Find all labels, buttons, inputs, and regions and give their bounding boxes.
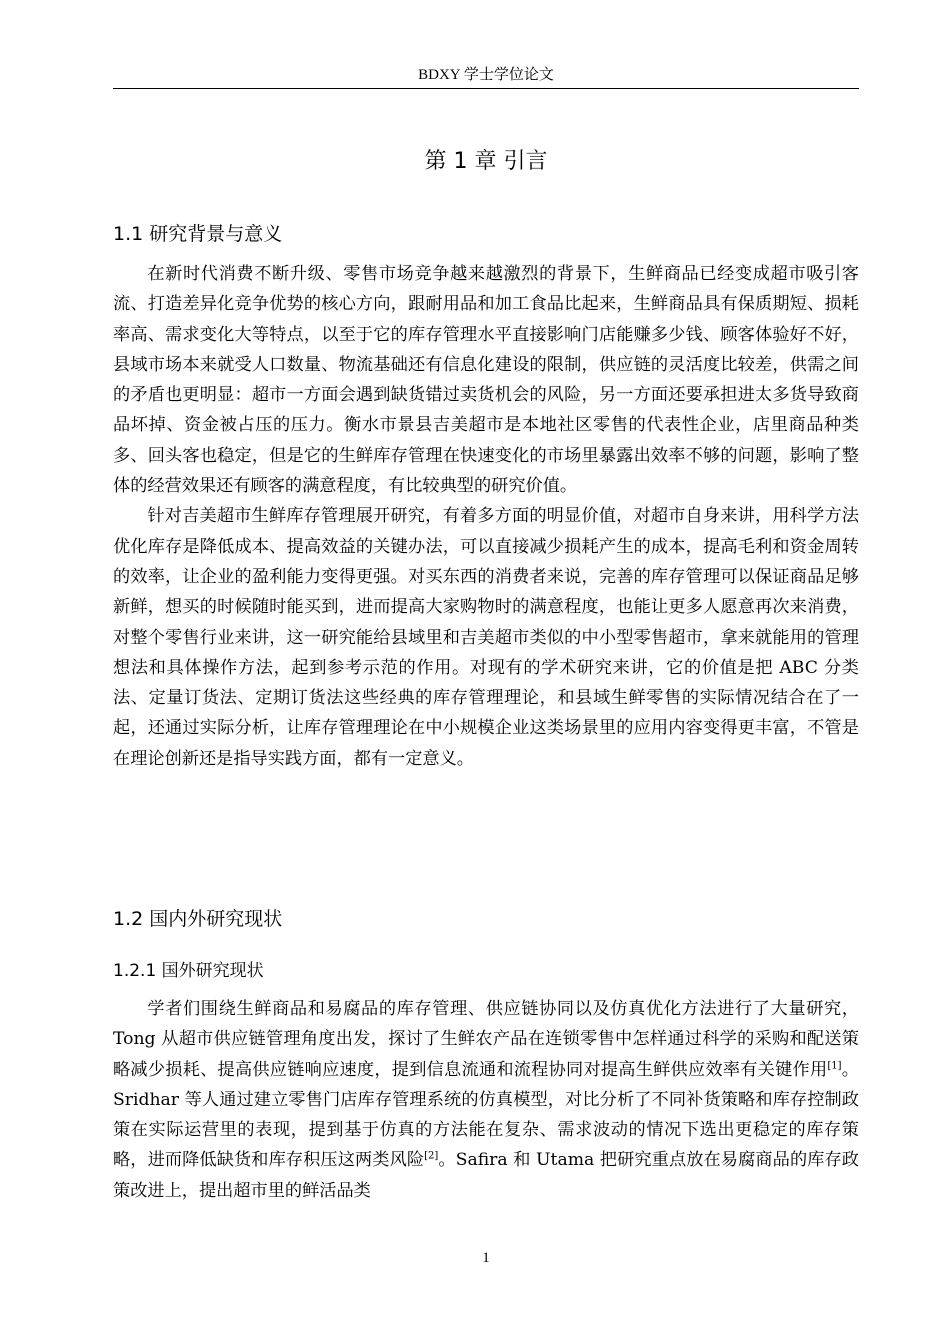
citation-ref[interactable]: [1]	[827, 1059, 842, 1071]
section-heading-1-2: 1.2 国内外研究现状	[113, 908, 283, 930]
header-rule	[113, 88, 859, 89]
section-1-1-body	[113, 259, 859, 774]
paragraph-significance: 针对吉美超市生鲜库存管理展开研究，有着多方面的明显价值，对超市自身来讲，用科学方法优化库存是降低成本、提高效益的关键办法，可以直接减少损耗产生的成本，提高毛利和资金周转的效率，让企业的盈利能力变得更强。对买东西的消费者来说，完善的库存管理可以保证商品足够新鲜，想买的时候随时能买到，进而提高大家购物时的满意程度，也能让更多人愿意再次来消费，对整个零售行业来讲，这一研究能给县域里和吉美超市类似的中小型零售超市，拿来就能用的管理想法和具体操作方法，起到参考示范的作用。对现有的学术研究来讲，它的价值是把 ABC 分类法、定量订货法、定期订货法这些经典的库存管理理论，和县域生鲜零售的实际情况结合在了一起，还通过实际分析，让库存管理理论在中小规模企业这类场景里的应用内容变得更丰富，不管是在理论创新还是指导实践方面，都有一定意义。	[113, 506, 859, 769]
text-segment: 。Sridhar 等人通过建立零售门店库存管理系统的仿真模型，对比分析了不同补货策略和库存控制政策在实际运营里的表现，提到基于仿真的方法能在复杂、需求波动的情况下选出更稳定的库存策略，进而降低缺货和库存积压这两类风险	[113, 1059, 859, 1171]
section-heading-1-1: 1.1 研究背景与意义	[113, 223, 283, 245]
section-1-2-1-body	[113, 994, 859, 1206]
running-head: BDXY 学士学位论文	[418, 67, 554, 83]
paragraph-background: 在新时代消费不断升级、零售市场竞争越来越激烈的背景下，生鲜商品已经变成超市吸引客流、打造差异化竞争优势的核心方向，跟耐用品和加工食品比起来，生鲜商品具有保质期短、损耗率高、需求变化大等特点，以至于它的库存管理水平直接影响门店能赚多少钱、顾客体验好不好，县域市场本来就受人口数量、物流基础还有信息化建设的限制，供应链的灵活度比较差，供需之间的矛盾也更明显：超市一方面会遇到缺货错过卖货机会的风险，另一方面还要承担进太多货导致商品坏掉、资金被占压的压力。衡水市景县吉美超市是本地社区零售的代表性企业，店里商品种类多、回头客也稳定，但是它的生鲜库存管理在快速变化的市场里暴露出效率不够的问题，影响了整体的经营效果还有顾客的满意程度，有比较典型的研究价值。	[113, 264, 859, 497]
chapter-title: 第 1 章 引言	[424, 149, 548, 174]
section-heading-1-2-1: 1.2.1 国外研究现状	[113, 961, 264, 981]
page-number: 1	[482, 1250, 490, 1266]
paragraph-foreign-research	[113, 994, 859, 1206]
text-segment: 学者们围绕生鲜商品和易腐品的库存管理、供应链协同以及仿真优化方法进行了大量研究，Tong 从超市供应链管理角度出发，探讨了生鲜农产品在连锁零售中怎样通过科学的采购和配送策略减少损耗、提高供应链响应速度，提到信息流通和流程协同对提高生鲜供应效率有关键作用	[113, 999, 859, 1080]
citation-ref[interactable]: [2]	[424, 1150, 439, 1162]
text-segment: 。Safira 和 Utama 把研究重点放在易腐商品的库存政策改进上，提出超市里的鲜活品类	[113, 1150, 859, 1201]
